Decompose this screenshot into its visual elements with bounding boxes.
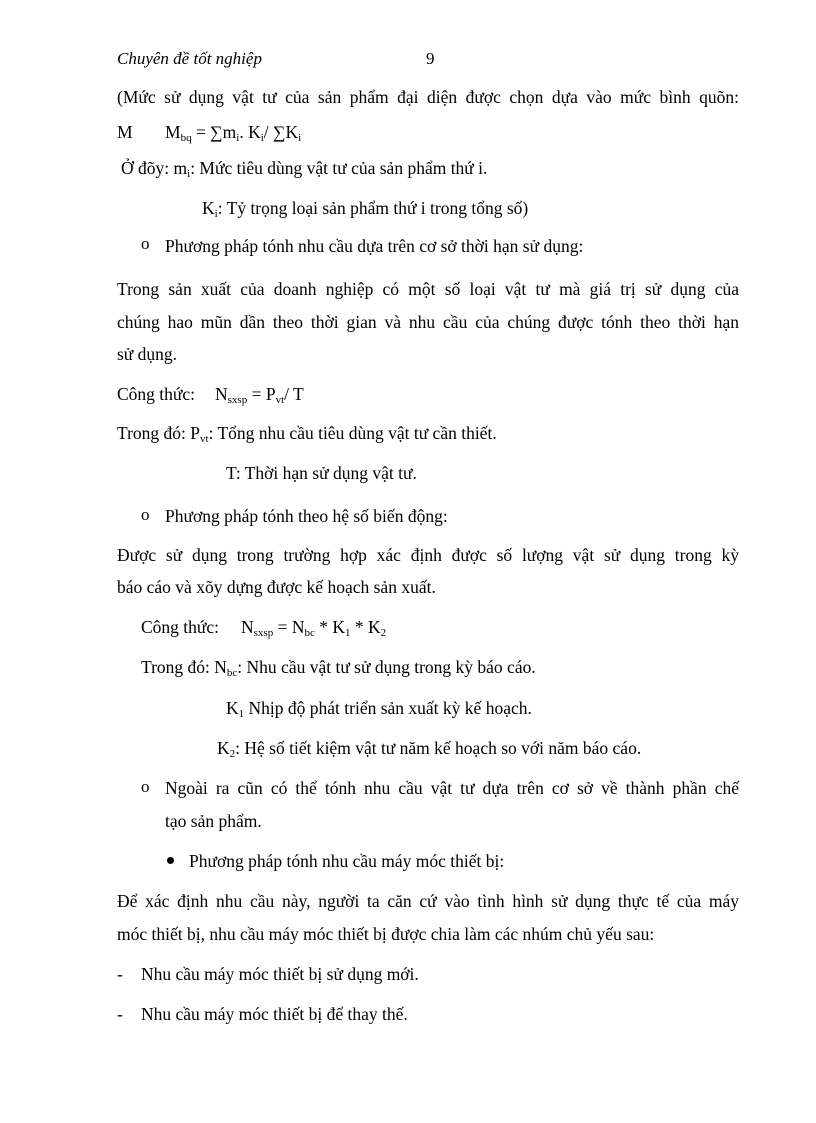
bullet-circle-icon: o	[141, 234, 150, 253]
variation-where-k2: $K_2$: Hệ số tiết kiệm vật tư năm kế hoạch so với năm báo cáo.	[217, 738, 642, 760]
variation-formula-label: Công thức:	[141, 617, 220, 637]
usage-period-where-p: Trong đó: $P_{vt}$: Tổng nhu cầu tiêu dùng vật tư cần thiết.	[117, 423, 497, 445]
bullet-circle-icon: o	[141, 777, 150, 796]
avg-usage-where-ki: $K_i$: Tỷ trọng loại sản phẩm thứ i trong tổng số)	[202, 198, 529, 220]
usage-period-p2: chúng hao mũn dần theo thời gian và nhu cầu của chúng được tónh theo thời hạn	[117, 312, 739, 332]
avg-usage-where-mi: Ở đõy: $m_i$: Mức tiêu dùng vật tư của sản phẩm thứ i.	[121, 158, 488, 180]
variation-p2: báo cáo và xõy dựng được kế hoạch sản xuất.	[117, 577, 436, 597]
usage-period-heading: Phương pháp tónh nhu cầu dựa trên cơ sở thời hạn sử dụng:	[165, 236, 584, 256]
usage-period-formula-label: Công thức:	[117, 384, 196, 404]
avg-usage-formula: $M_{bq} = \sum m_i$. $K_i/$ $\sum K_i$	[165, 122, 302, 144]
avg-usage-formula-lead: M	[117, 122, 133, 142]
other-p2: tạo sản phẩm.	[165, 811, 262, 831]
other-p1: Ngoài ra cũn có thể tónh nhu cầu vật tư dựa trên cơ sở về thành phần chế	[165, 778, 739, 798]
usage-period-p1: Trong sản xuất của doanh nghiệp có một số loại vật tư mà giá trị sử dụng của	[117, 279, 739, 299]
bullet-dot-icon	[167, 857, 174, 864]
variation-p1: Được sử dụng trong trường hợp xác định được số lượng vật sử dụng trong kỳ	[117, 545, 739, 565]
avg-usage-intro: (Mức sử dụng vật tư của sản phẩm đại diện được chọn dựa vào mức bình quõn:	[117, 87, 739, 107]
machinery-p2: móc thiết bị, nhu cầu máy móc thiết bị được chia làm các nhúm chủ yếu sau:	[117, 924, 655, 944]
variation-heading: Phương pháp tónh theo hệ số biến động:	[165, 506, 448, 526]
list-item-dash: -	[117, 1004, 123, 1024]
usage-period-p3: sử dụng.	[117, 344, 178, 364]
variation-formula: $N_{sxsp} = N_{bc} * K_1 * K_2$	[241, 617, 387, 639]
usage-period-where-t: T: Thời hạn sử dụng vật tư.	[226, 463, 417, 483]
usage-period-formula: $N_{sxsp} = P_{vt}/$ T	[215, 384, 304, 406]
list-item-dash: -	[117, 964, 123, 984]
header-title: Chuyên đề tốt nghiệp	[117, 49, 262, 68]
machinery-p1: Để xác định nhu cầu này, người ta căn cứ vào tình hình sử dụng thực tế của máy	[117, 891, 739, 911]
list-item: Nhu cầu máy móc thiết bị để thay thế.	[141, 1004, 408, 1024]
variation-where-k1: $K_1$ Nhịp độ phát triển sản xuất kỳ kế hoạch.	[226, 698, 532, 720]
machinery-heading: Phương pháp tónh nhu cầu máy móc thiết bị:	[189, 851, 505, 871]
list-item: Nhu cầu máy móc thiết bị sử dụng mới.	[141, 964, 419, 984]
variation-where-n: Trong đó: $N_{bc}$: Nhu cầu vật tư sử dụng trong kỳ báo cáo.	[141, 657, 536, 679]
bullet-circle-icon: o	[141, 505, 150, 524]
page-number: 9	[426, 49, 435, 68]
